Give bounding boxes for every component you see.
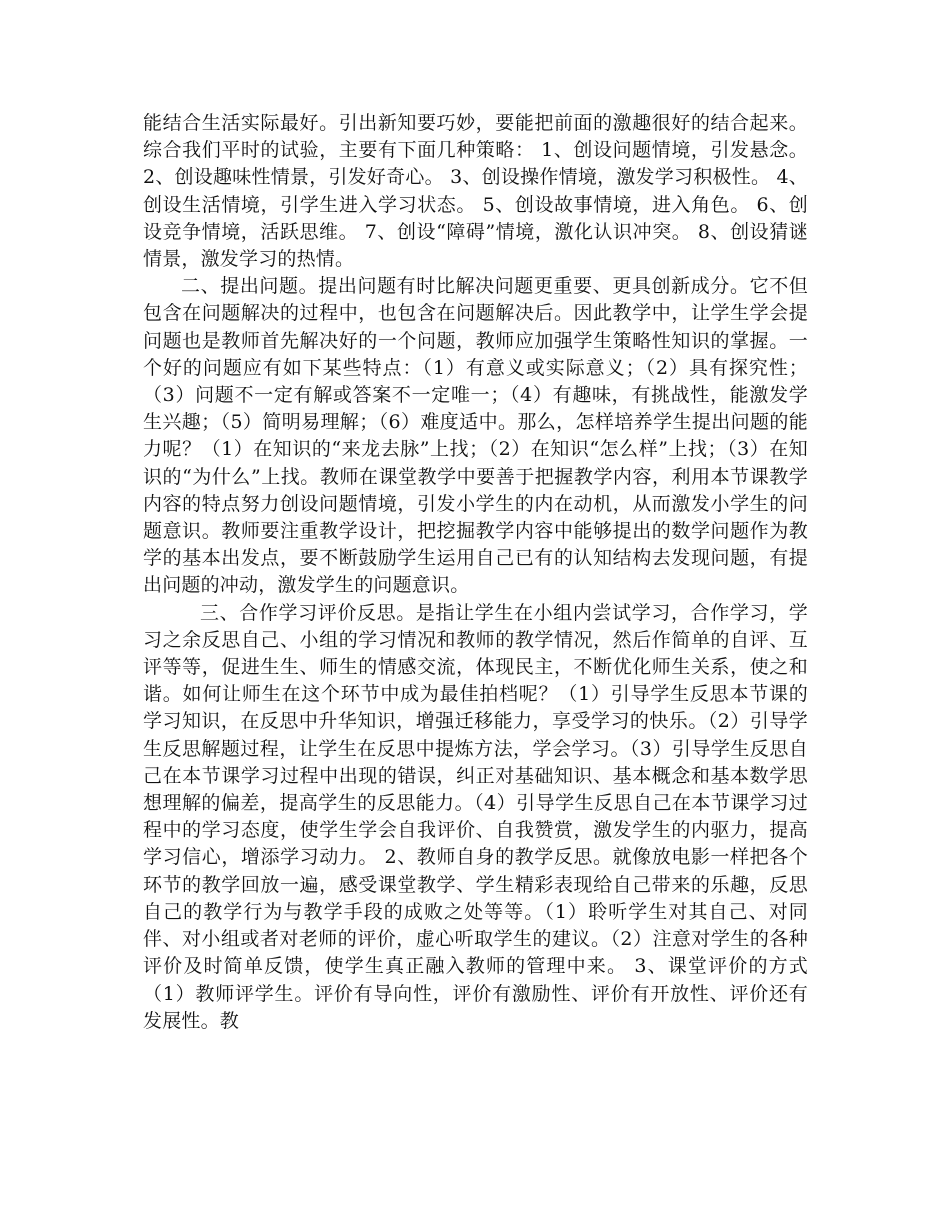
paragraph-section-three: 三、合作学习评价反思。是指让学生在小组内尝试学习，合作学习，学习之余反思自己、小组的学习情况和教师的教学情况，然后作简单的自评、互评等等，促进生生、师生的情感交流，体现民主，不断优化师生关系，使之和谐。如何让师生在这个环节中成为最佳拍档呢？（1）引导学生反思本节课的学习知识，在反思中升华知识，增强迁移能力，享受学习的快乐。（2）引导学生反思解题过程，让学生在反思中提炼方法，学会学习。（3）引导学生反思自己在本节课学习过程中出现的错误，纠正对基础知识、基本概念和基本数学思想理解的偏差，提高学生的反思能力。（4）引导学生反思自己在本节课学习过程中的学习态度，使学生学会自我评价、自我赞赏，激发学生的内驱力，提高学习信心，增添学习动力。 2、教师自身的教学反思。就像放电影一样把各个环节的教学回放一遍，感受课堂教学、学生精彩表现给自己带来的乐趣，反思自己的教学行为与教学手段的成败之处等等。（1）聆听学生对其自己、对同伴、对小组或者对老师的评价，虚心听取学生的建议。（2）注意对学生的各种评价及时简单反馈，使学生真正融入教师的管理中来。 3、课堂评价的方式（1）教师评学生。评价有导向性，评价有激励性、评价有开放性、评价还有发展性。教	[143, 601, 808, 1032]
paragraph-section-two: 二、提出问题。提出问题有时比解决问题更重要、更具创新成分。它不但包含在问题解决的过程中，也包含在问题解决后。因此教学中，让学生学会提问题也是教师首先解决好的一个问题，教师应加强学生策略性知识的掌握。一个好的问题应有如下某些特点：（1）有意义或实际意义；（2）具有探究性；（3）问题不一定有解或答案不一定唯一；（4）有趣味，有挑战性，能激发学生兴趣；（5）简明易理解；（6）难度适中。那么，怎样培养学生提出问题的能力呢？（1）在知识的“来龙去脉”上找；（2）在知识“怎么样”上找；（3）在知识的“为什么”上找。教师在课堂教学中要善于把握教学内容，利用本节课教学内容的特点努力创设问题情境，引发小学生的内在动机，从而激发小学生的问题意识。教师要注重教学设计，把挖掘教学内容中能够提出的数学问题作为教学的基本出发点，要不断鼓励学生运用自己已有的认知结构去发现问题，有提出问题的冲动，激发学生的问题意识。	[143, 275, 808, 597]
paragraph-intro: 能结合生活实际最好。引出新知要巧妙，要能把前面的激趣很好的结合起来。综合我们平时的试验，主要有下面几种策略： 1、创设问题情境，引发悬念。 2、创设趣味性情景，引发好奇心。 3、创设操作情境，激发学习积极性。 4、创设生活情境，引学生进入学习状态。 5、创设故事情境，进入角色。 6、创设竞争情境，活跃思维。 7、创设“障碍”情境，激化认识冲突。 8、创设猜谜情景，激发学习的热情。	[143, 112, 808, 271]
document-body	[143, 110, 808, 1035]
